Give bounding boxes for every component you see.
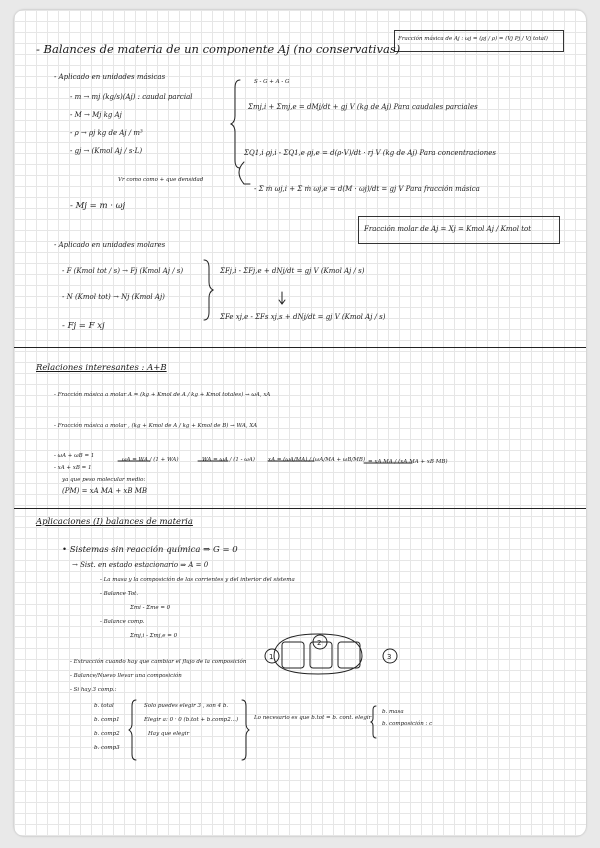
page-title: - Balances de materia de un componente Aj (no conservativas) [36,42,401,56]
application-item: b. comp3 [94,745,120,751]
application-item: Lo necesario es que b.tot = b. cont. elegir [254,715,372,721]
relation-item: = xA MA / (xA MA + xB MB) [368,459,448,465]
brace-right-choice [242,700,249,760]
application-item: Σmj,i - Σmj,e = 0 [130,633,178,639]
application-item: Solo puedes elegir 3 , son 4 b. [144,703,229,709]
arrow-down-molar [279,292,285,304]
equation-mass-fraction: - Σ ṁ ωj,i + Σ ṁ ωj,e = d(M · ωj)/dt = gj V Para fracción másica [254,185,480,193]
diagram-node-label: 2 [317,639,322,647]
relation-item: WA = ωA / (1 - ωA) [202,457,255,463]
arrow-to-eq3 [239,162,250,184]
brace-mass-composition [371,706,376,738]
relation-item: - Fracción másica a molar A = (kg + Kmol de A / kg + Kmol totales) → ωA, xA [54,392,271,398]
process-diagram [265,634,397,674]
application-item: Σmi - Σme = 0 [130,605,171,611]
molar-conversion: - Fj = F xj [62,321,105,331]
application-item: - Extracción cuando hay que cambiar el flujo de la composición [70,659,247,665]
application-item: - Balance Tot. [100,591,139,597]
conversion-line: - gj → (Kmol Aj / s·L) [70,147,143,155]
diagram-node-label: 3 [387,653,392,661]
relation-item: - Fracción másica a molar , (kg + Kmol de A / kg + Kmol de B) → WA, XA [54,423,258,429]
application-item: Hay que elegir [148,731,190,737]
relation-item: - ωA + ωB = 1 [54,453,95,459]
application-item: b. total [94,703,114,709]
brace-three-components [129,700,136,760]
application-item: • Sistemas sin reacción química ⇒ G = 0 [62,545,238,555]
balance-symbols: S - G + A - G [254,79,290,85]
relation-item: ωA = WA / (1 + WA) [122,457,179,463]
relation-item: - xA + xB = 1 [54,465,92,471]
conversion-line: - M → Mj kg Aj [70,111,122,119]
application-item: - Si hay 3 comp.: [70,687,117,693]
diagram-node-label: 1 [269,653,274,661]
application-item: b. comp2 [94,731,120,737]
application-item: b. masa [382,709,404,715]
process-unit-box [282,642,304,668]
application-item: b. comp1 [94,717,120,723]
brace-mass-units [231,80,240,168]
section-title-applications: Aplicaciones (I) balances de materia [36,517,193,527]
application-item: b. composición : c [382,721,433,727]
component-mass-line: - Mj = m · ωj [70,201,126,211]
density-note: Vr como como + que densidad [118,177,204,183]
subheading-mass-units: - Aplicado en unidades másicas [54,73,166,81]
conversion-line: - m → mj (kg/s)(Aj) : caudal parcial [70,93,193,101]
equation-partial-flow: Σmj,i + Σmj,e = dMj/dt + gj V (kg de Aj) Para caudales parciales [248,103,478,111]
relation-item: ya que peso molecular medio: [62,477,146,483]
molar-equation-1: ΣFj,i - ΣFj,e + dNj/dt = gj V (Kmol Aj / s) [220,267,365,275]
mass-fraction-definition: Fracción másica de Aj : ωj = (ρj / ρ) = (Vj Pj / Vj total) [398,36,548,42]
application-item: - Balance/Nuevo llevar una composición [70,673,182,679]
molar-conversion: - N (Kmol tot) → Nj (Kmol Aj) [62,293,165,301]
conversion-line: - ρ → ρj kg de Aj / m³ [70,129,143,137]
section-title-relations: Relaciones interesantes : A+B [36,363,167,373]
application-item: - La masa y la composición de las corrientes y del interior del sistema [100,577,295,583]
molar-equation-2: ΣFe xj,e - ΣFs xj,s + dNj/dt = gj V (Kmol Aj / s) [220,313,386,321]
brace-molar-units [204,260,213,320]
molar-fraction-definition: Fracción molar de Aj = Xj = Kmol Aj / Kmol tot [364,225,532,233]
subheading-molar-units: - Aplicado en unidades molares [54,241,166,249]
notebook-page [14,10,586,836]
equation-concentrations: ΣQ1,i ρj,i - ΣQ1,e ρj,e = d(ρ·V)/dt · rj V (kg de Aj) Para concentraciones [244,149,496,157]
handwritten-strokes [14,10,586,836]
application-item: → Sist. en estado estacionario ⇒ A = 0 [72,561,209,569]
application-item: Elegir a: 0 · 0 (b.tot + b.comp2...) [144,717,239,723]
process-unit-box [338,642,360,668]
molar-conversion: - F (Kmol tot / s) → Fj (Kmol Aj / s) [62,267,184,275]
application-item: - Balance comp. [100,619,145,625]
relation-item: xA = (ωA/MA) / (ωA/MA + ωB/MB) [268,457,366,463]
relation-item: (PM) = xA MA + xB MB [62,487,148,495]
